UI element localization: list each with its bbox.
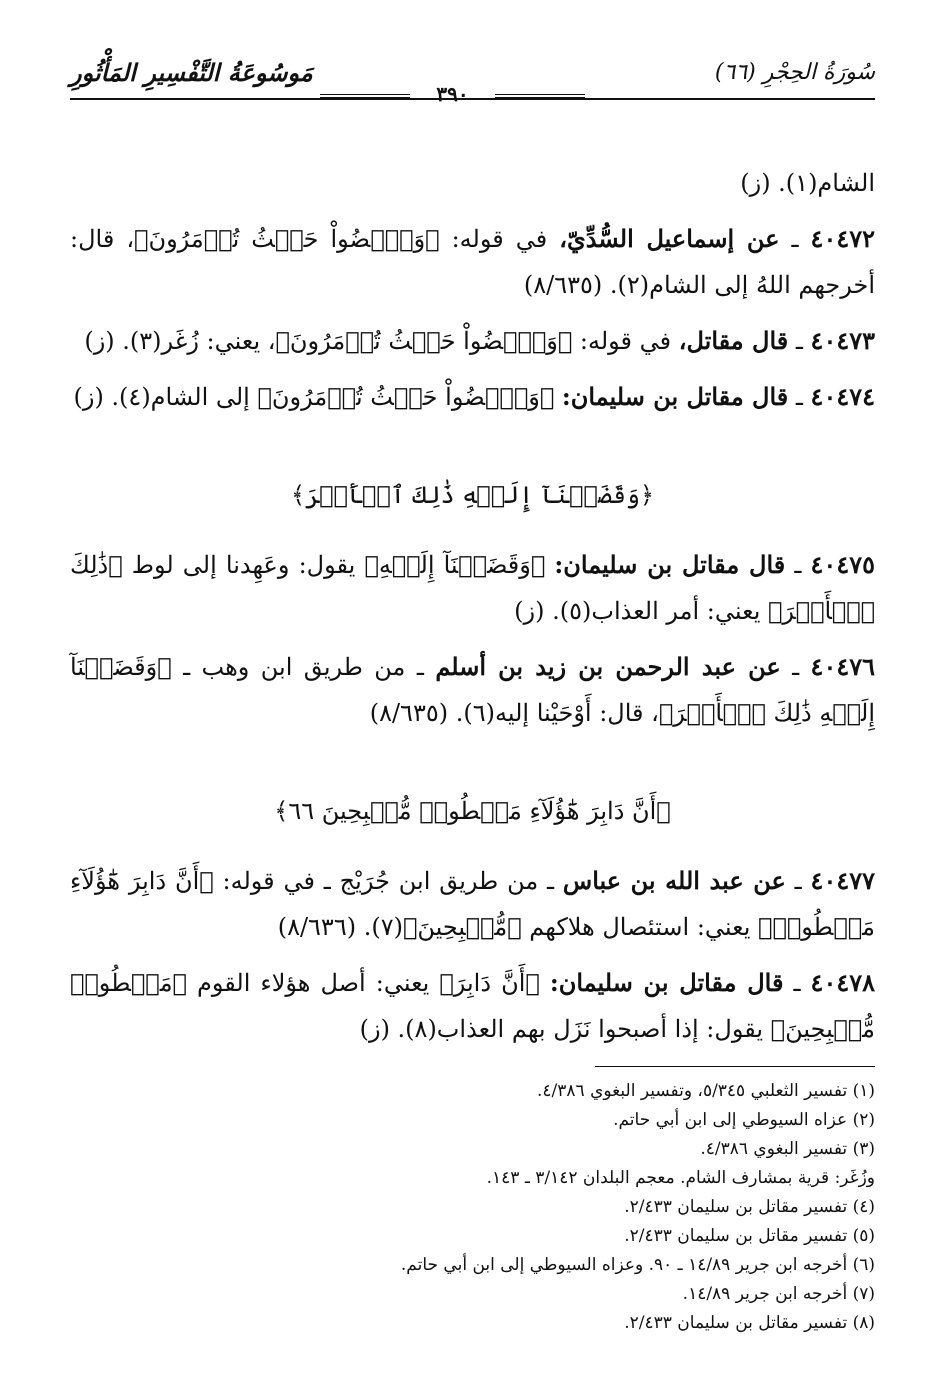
narration-text: ﴿أَنَّ دَابِرَ﴾ يعني: أصل هؤلاء القوم ﴿مَقۡطُوعٞ مُّصۡبِحِينَ﴾ يقول: إذا أصبحوا نَزَل بهم العذاب(٨). (ز)	[70, 969, 875, 1043]
narration-number: ٤٠٤٧٤	[810, 382, 875, 411]
narration-text: ﴿وَٱمۡضُواْ حَيۡثُ تُؤۡمَرُونَ﴾ إلى الشام(٤). (ز)	[73, 383, 555, 411]
narration-text: ـ من طريق ابن وهب ـ ﴿وَقَضَيۡنَآ إِلَيۡهِ ذَٰلِكَ ٱلۡأَمۡرَ﴾، قال: أَوْحَيْنا إليه(٦). (٨/٦٣٥)	[70, 653, 875, 727]
narrator: عن إسماعيل السُّدِّيّ،	[559, 224, 780, 253]
header-rule	[70, 98, 875, 100]
footnote: (١) تفسير الثعلبي ٥/٣٤٥، وتفسير البغوي ٤/٣٨٦.	[537, 1081, 875, 1101]
footnote: (٨) تفسير مقاتل بن سليمان ٢/٤٣٣.	[624, 1313, 875, 1333]
paragraph-text: الشام(١). (ز)	[740, 169, 875, 197]
narration-text: ﴿وَقَضَيۡنَآ إِلَيۡهِ﴾ يقول: وعَهِدنا إلى لوط ﴿ذَٰلِكَ ٱلۡأَمۡرَ﴾ يعني: أمر العذاب(٥). (ز)	[70, 551, 875, 625]
page-number: ٣٩٠	[436, 82, 469, 106]
footnotes	[70, 1077, 875, 1338]
narration-40473: ٤٠٤٧٣ ـ قال مقاتل، في قوله: ﴿وَٱمۡضُواْ حَيۡثُ تُؤۡمَرُونَ﴾، يعني: زُغَر(٣). (ز)	[84, 326, 875, 355]
ayah-heading-1: ﴿وَقَضَيۡنَآ إِلَيۡهِ ذَٰلِكَ ٱلۡأَمۡرَ﴾	[290, 481, 655, 509]
footnote: (٢) عزاه السيوطي إلى ابن أبي حاتم.	[613, 1110, 875, 1130]
narrator: قال مقاتل بن سليمان:	[561, 382, 789, 411]
narration-number: ٤٠٤٧٦	[810, 652, 875, 681]
narration-40476: ٤٠٤٧٦ ـ عن عبد الرحمن بن زيد بن أسلم ـ من طريق ابن وهب ـ ﴿وَقَضَيۡنَآ إِلَيۡهِ ذَٰلِكَ ٱلۡأَمۡرَ﴾، قال: أَوْحَيْنا إليه(٦). (٨/٦٣٥)	[70, 652, 875, 727]
footnote: (٥) تفسير مقاتل بن سليمان ٢/٤٣٣.	[624, 1226, 875, 1246]
narration-text: ـ من طريق ابن جُرَيْج ـ في قوله: ﴿أَنَّ دَابِرَ هَٰٓؤُلَآءِ مَقۡطُوعٞ﴾ يعني: استئصال هلاكهم ﴿مُّصۡبِحِينَ﴾(٧). (٨/٦٣٦)	[70, 867, 875, 941]
narration-number: ٤٠٤٧٧	[810, 866, 875, 895]
narration-40477: ٤٠٤٧٧ ـ عن عبد الله بن عباس ـ من طريق ابن جُرَيْج ـ في قوله: ﴿أَنَّ دَابِرَ هَٰٓؤُلَآءِ مَقۡطُوعٞ﴾ يعني: استئصال هلاكهم ﴿مُّصۡبِحِينَ﴾(٧). (٨/٦٣٦)	[70, 866, 875, 941]
page	[70, 60, 875, 1338]
narration-40475: ٤٠٤٧٥ ـ قال مقاتل بن سليمان: ﴿وَقَضَيۡنَآ إِلَيۡهِ﴾ يقول: وعَهِدنا إلى لوط ﴿ذَٰلِكَ ٱلۡأَمۡرَ﴾ يعني: أمر العذاب(٥). (ز)	[70, 550, 875, 625]
narrator: قال مقاتل بن سليمان:	[554, 550, 786, 579]
footnote: (٤) تفسير مقاتل بن سليمان ٢/٤٣٣.	[624, 1197, 875, 1217]
footnote: (٧) أخرجه ابن جرير ١٤/٨٩.	[682, 1284, 875, 1304]
narration-40478: ٤٠٤٧٨ ـ قال مقاتل بن سليمان: ﴿أَنَّ دَابِرَ﴾ يعني: أصل هؤلاء القوم ﴿مَقۡطُوعٞ مُّصۡبِحِينَ﴾ يقول: إذا أصبحوا نَزَل بهم العذاب(٨). (ز)	[70, 968, 875, 1043]
narrator: قال مقاتل،	[678, 326, 789, 355]
narration-text: في قوله: ﴿وَٱمۡضُواْ حَيۡثُ تُؤۡمَرُونَ﴾، قال: أخرجهم اللهُ إلى الشام(٢). (٨/٦٣٥)	[70, 225, 875, 299]
narration-text: في قوله: ﴿وَٱمۡضُواْ حَيۡثُ تُؤۡمَرُونَ﴾، يعني: زُغَر(٣). (ز)	[84, 327, 672, 355]
narration-number: ٤٠٤٧٣	[810, 326, 875, 355]
narrator: عن عبد الرحمن بن زيد بن أسلم	[435, 652, 781, 681]
footnote-rule	[595, 1066, 875, 1067]
narration-40472: ٤٠٤٧٢ ـ عن إسماعيل السُّدِّيّ، في قوله: ﴿وَٱمۡضُواْ حَيۡثُ تُؤۡمَرُونَ﴾، قال: أخرجهم اللهُ إلى الشام(٢). (٨/٦٣٥)	[70, 224, 875, 299]
footnote: (٦) أخرجه ابن جرير ١٤/٨٩ ـ ٩٠. وعزاه السيوطي إلى ابن أبي حاتم.	[400, 1255, 875, 1275]
narration-number: ٤٠٤٧٥	[810, 550, 875, 579]
page-header	[70, 58, 875, 106]
footnote: وزُغَر: قرية بمشارف الشام. معجم البلدان ٣/١٤٢ ـ ١٤٣.	[486, 1168, 875, 1188]
narration-number: ٤٠٤٧٢	[810, 224, 875, 253]
book-title: مَوسُوعَةُ التَّفْسِيرِ المَأْثُورِ	[70, 58, 313, 87]
header-line-right	[495, 94, 585, 95]
paragraph-continuation	[70, 160, 875, 206]
narration-number: ٤٠٤٧٨	[810, 968, 875, 997]
header-line-left	[320, 94, 410, 95]
surah-title: سُورَةُ الحِجْرِ (٦٦)	[714, 60, 875, 85]
narrator: عن عبد الله بن عباس	[562, 866, 786, 895]
ayah-heading-2: ﴿أَنَّ دَابِرَ هَٰٓؤُلَآءِ مَقۡطُوعٞ مُّصۡبِحِينَ ٦٦﴾	[274, 797, 671, 825]
narration-40474: ٤٠٤٧٤ ـ قال مقاتل بن سليمان: ﴿وَٱمۡضُواْ حَيۡثُ تُؤۡمَرُونَ﴾ إلى الشام(٤). (ز)	[73, 382, 875, 411]
footnote: (٣) تفسير البغوي ٤/٣٨٦.	[700, 1139, 875, 1159]
narrator: قال مقاتل بن سليمان:	[549, 968, 784, 997]
